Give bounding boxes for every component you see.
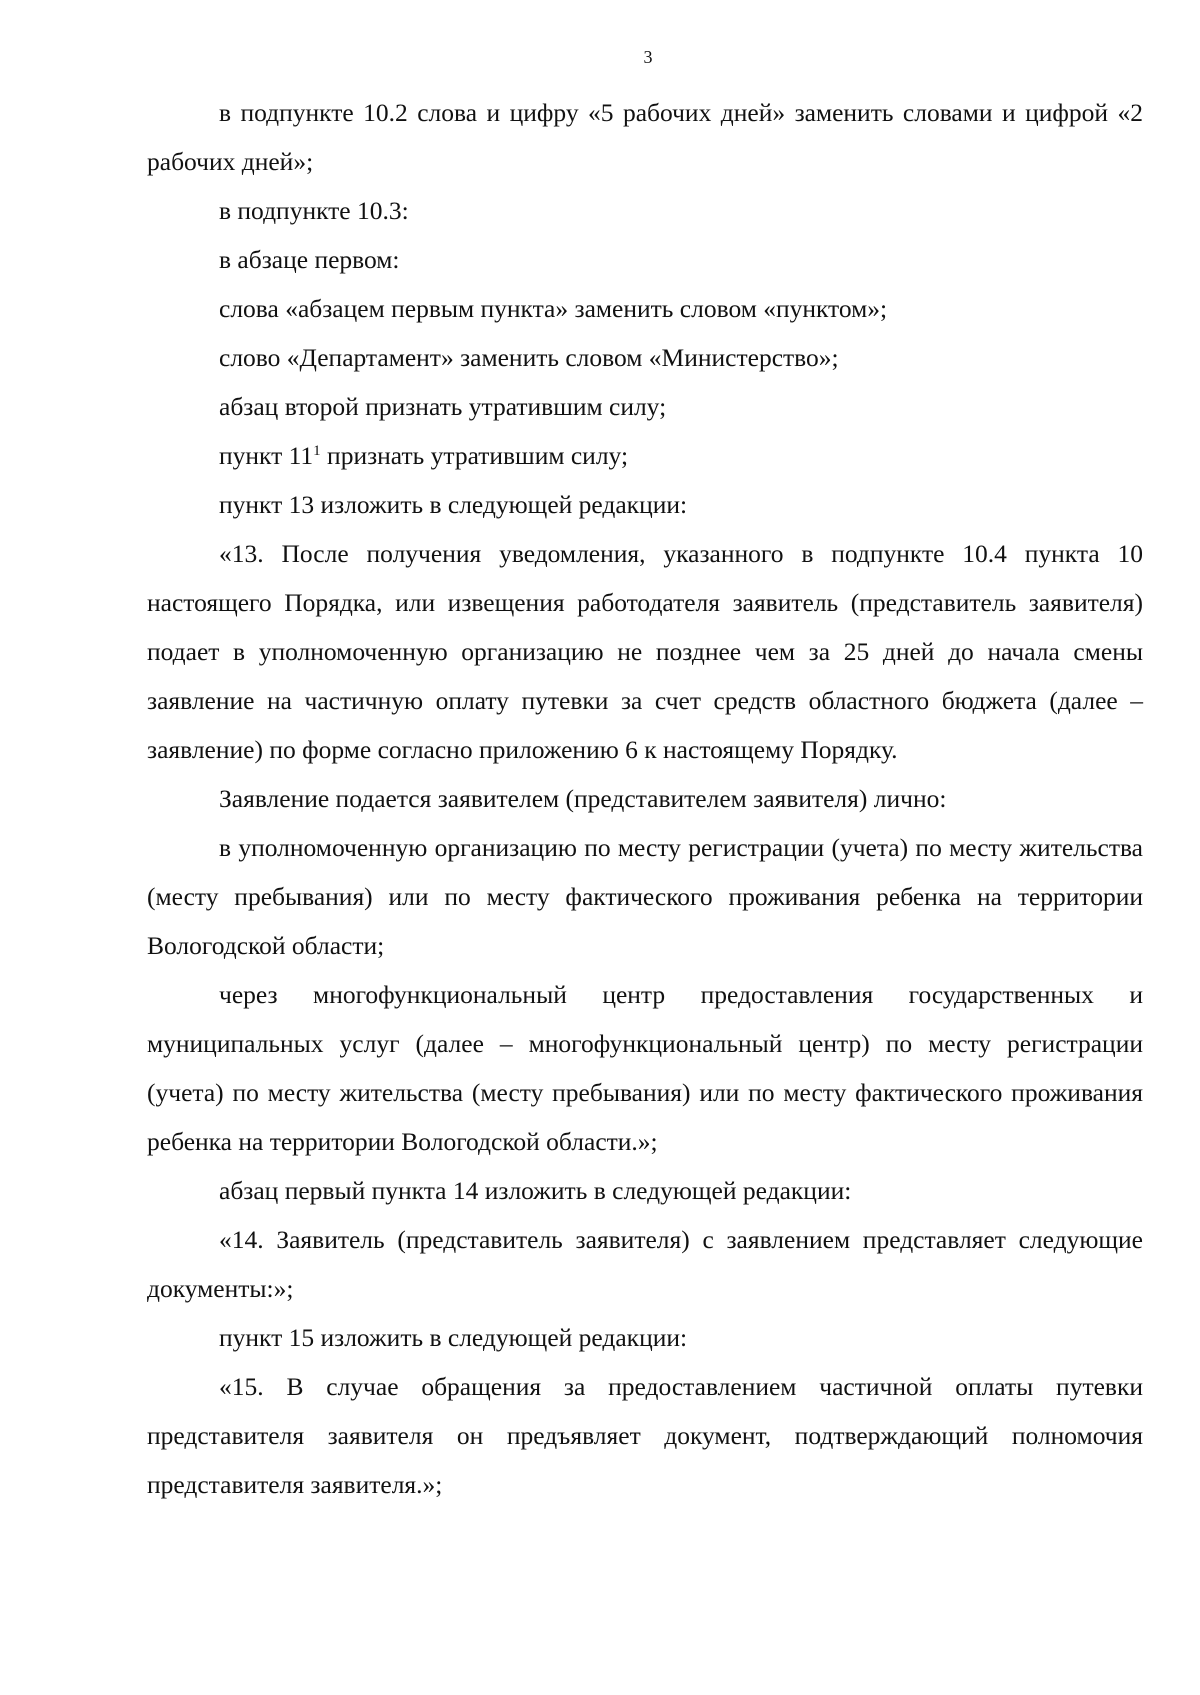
paragraph-14: «14. Заявитель (представитель заявителя) с заявлением представляет следующие документы:»;	[147, 1225, 1143, 1303]
paragraph-5: слово «Департамент» заменить словом «Министерство»;	[219, 343, 839, 372]
document-text	[147, 88, 1143, 1509]
paragraph-6: абзац второй признать утратившим силу;	[219, 392, 667, 421]
paragraph-3: в абзаце первом:	[219, 245, 400, 274]
page-number: 3	[643, 47, 653, 67]
paragraph-8: пункт 13 изложить в следующей редакции:	[219, 490, 688, 519]
superscript-one: 1	[313, 443, 321, 459]
paragraph-12: через многофункциональный центр предоставления государственных и муниципальных услуг (далее – многофункциональный центр) по месту регистрации (учета) по месту жительства (месту пребывания) или по месту фактического проживания ребенка на территории Вологодской области.»;	[147, 980, 1143, 1156]
paragraph-1: в подпункте 10.2 слова и цифру «5 рабочих дней» заменить словами и цифрой «2 рабочих дней»;	[147, 98, 1143, 176]
paragraph-10: Заявление подается заявителем (представителем заявителя) лично:	[219, 784, 947, 813]
paragraph-15: пункт 15 изложить в следующей редакции:	[219, 1323, 688, 1352]
paragraph-7	[147, 431, 1143, 480]
paragraph-2: в подпункте 10.3:	[219, 196, 409, 225]
paragraph-11: в уполномоченную организацию по месту регистрации (учета) по месту жительства (месту пребывания) или по месту фактического проживания ребенка на территории Вологодской области;	[147, 833, 1143, 960]
paragraph-7-text-end: признать утратившим силу;	[320, 441, 629, 470]
paragraph-13: абзац первый пункта 14 изложить в следующей редакции:	[219, 1176, 852, 1205]
paragraph-16: «15. В случае обращения за предоставлением частичной оплаты путевки представителя заявителя он предъявляет документ, подтверждающий полномочия представителя заявителя.»;	[147, 1372, 1143, 1499]
paragraph-4: слова «абзацем первым пункта» заменить словом «пунктом»;	[219, 294, 888, 323]
paragraph-7-text-start: пункт 11	[219, 441, 314, 470]
paragraph-9: «13. После получения уведомления, указанного в подпункте 10.4 пункта 10 настоящего Порядка, или извещения работодателя заявитель (представитель заявителя) подает в уполномоченную организацию не позднее чем за 25 дней до начала смены заявление на частичную оплату путевки за счет средств областного бюджета (далее – заявление) по форме согласно приложению 6 к настоящему Порядку.	[147, 539, 1143, 764]
